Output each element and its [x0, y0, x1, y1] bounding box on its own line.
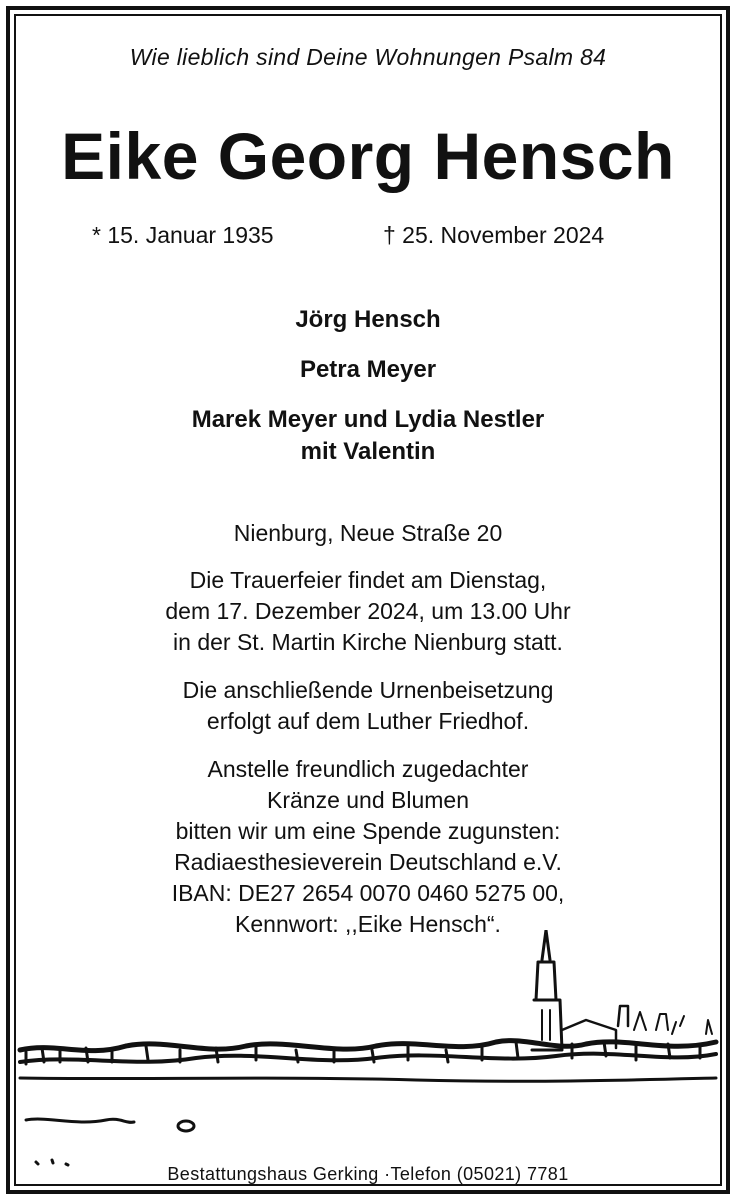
ceremony-line: in der St. Martin Kirche Nienburg statt. [173, 629, 563, 655]
town-skyline-sketch [16, 930, 720, 1184]
death-date: † 25. November 2024 [383, 222, 605, 248]
burial-line: erfolgt auf dem Luther Friedhof. [206, 708, 530, 734]
donation-line: Radiaesthesieverein Deutschland e.V. [174, 849, 562, 875]
family-member: mit Valentin [300, 438, 436, 465]
family-member: Marek Meyer und Lydia Nestler [191, 406, 545, 433]
donation-line: Kränze und Blumen [266, 787, 469, 813]
ceremony-line: dem 17. Dezember 2024, um 13.00 Uhr [165, 598, 571, 624]
donation-line: bitten wir um eine Spende zugunsten: [175, 818, 561, 844]
burial-line: Die anschließende Urnenbeisetzung [182, 677, 554, 703]
birth-date: * 15. Januar 1935 [92, 222, 274, 248]
funeral-home-contact: Bestattungshaus Gerking ·Telefon (05021) 7781 [161, 1164, 574, 1184]
footer [0, 1164, 736, 1185]
family-member: Petra Meyer [299, 356, 437, 383]
motto: Wie lieblich sind Deine Wohnungen Psalm 84 [129, 44, 607, 70]
deceased-name: Eike Georg Hensch [61, 119, 675, 193]
ceremony-line: Die Trauerfeier findet am Dienstag, [189, 567, 547, 593]
family-member: Jörg Hensch [295, 306, 441, 333]
donation-line: IBAN: DE27 2654 0070 0460 5275 00, [171, 880, 565, 906]
address: Nienburg, Neue Straße 20 [233, 520, 503, 546]
donation-line: Anstelle freundlich zugedachter [207, 756, 529, 782]
donation-line: Kennwort: ,,Eike Hensch“. [235, 911, 501, 937]
